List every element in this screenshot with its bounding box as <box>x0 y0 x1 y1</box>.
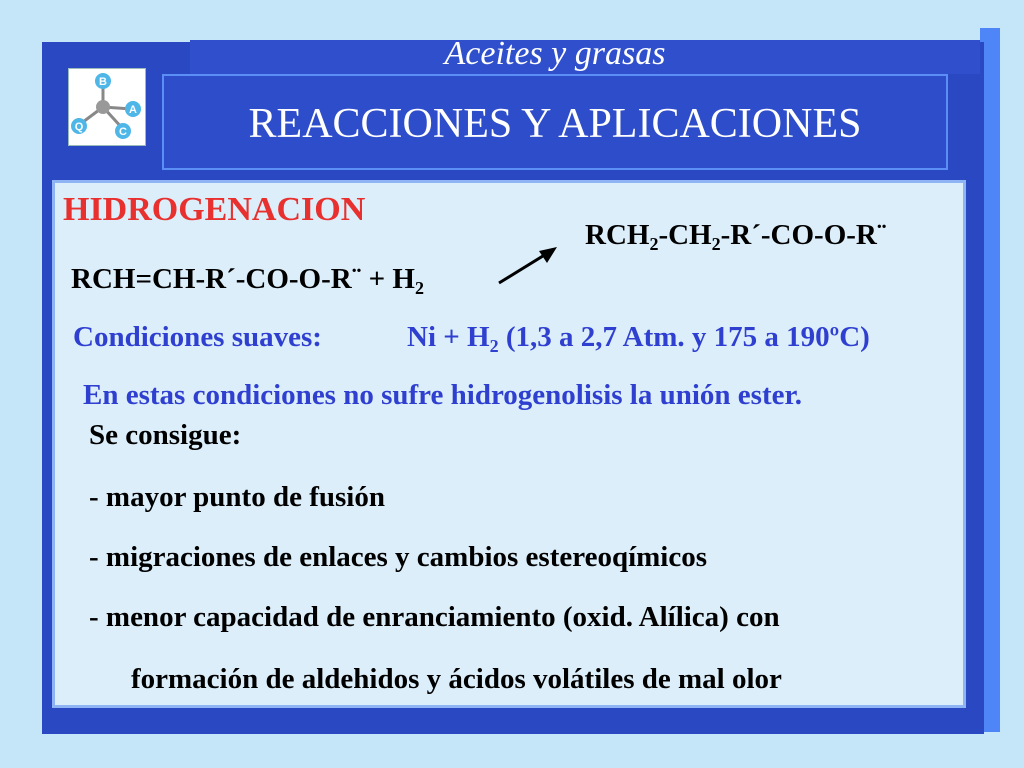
conditions-value <box>407 321 870 357</box>
product-formula <box>585 219 887 255</box>
conditions-part: Ni + H <box>407 321 490 353</box>
conditions-part: (1,3 a 2,7 Atm. y 175 a 190ºC) <box>498 321 870 353</box>
conditions-subscript: 2 <box>489 336 499 356</box>
result-item: - mayor punto de fusión <box>89 481 385 513</box>
product-part: -R´-CO-O-R¨ <box>720 219 887 251</box>
product-part: RCH <box>585 219 650 251</box>
reactant-subscript: 2 <box>414 278 424 298</box>
content-box <box>52 180 966 708</box>
logo-letter-b: B <box>99 76 107 88</box>
logo-letter-c: C <box>119 126 127 138</box>
reactant-formula <box>71 263 424 299</box>
product-subscript: 2 <box>711 234 721 254</box>
results-heading: Se consigue: <box>89 419 242 451</box>
logo-letter-q: Q <box>74 121 84 133</box>
reaction-arrow-icon <box>495 241 565 287</box>
section-heading: HIDROGENACION <box>63 191 366 228</box>
result-item: - migraciones de enlaces y cambios estereoqímicos <box>89 541 708 573</box>
product-part: -CH <box>658 219 712 251</box>
molecule-logo <box>68 68 146 146</box>
slide-subtitle: Aceites y grasas <box>444 35 666 72</box>
product-subscript: 2 <box>649 234 659 254</box>
result-item-continued: formación de aldehidos y ácidos volátiles de mal olor <box>131 663 782 695</box>
molecule-icon <box>69 69 145 145</box>
slide-title: REACCIONES Y APLICACIONES <box>248 101 862 147</box>
result-item: - menor capacidad de enranciamiento (oxid. Alílica) con <box>89 601 780 633</box>
note-text: En estas condiciones no sufre hidrogenolisis la unión ester. <box>83 379 802 411</box>
reactant-part: RCH=CH-R´-CO-O-R¨ + H <box>71 263 415 295</box>
conditions-label: Condiciones suaves: <box>73 321 322 353</box>
logo-letter-a: A <box>129 104 137 116</box>
